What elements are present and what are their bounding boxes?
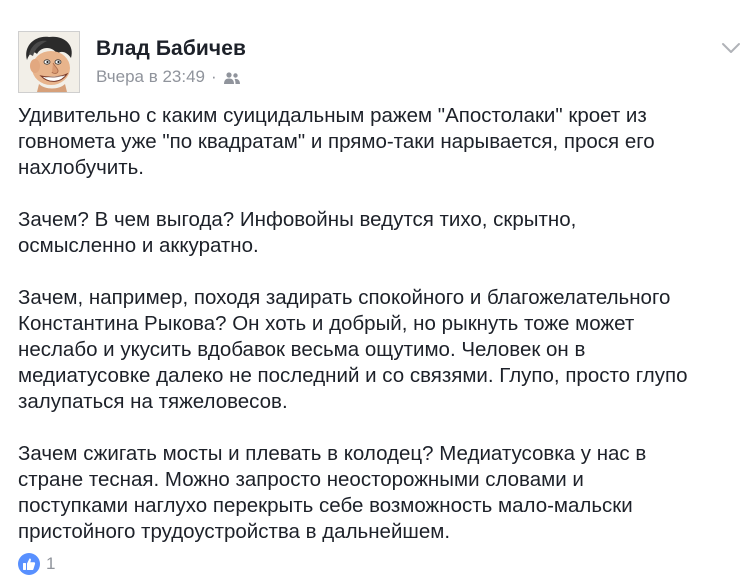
like-count: 1 <box>46 554 56 573</box>
like-icon <box>18 553 40 575</box>
reactions-summary[interactable] <box>18 551 55 577</box>
author-name[interactable]: Влад Бабичев <box>96 37 246 60</box>
post-paragraph: Зачем сжигать мосты и плевать в колодец? Медиатусовка у нас в стране тесная. Можно запросто неосторожными словами и поступками наглухо перекрыть себе возможность мало-мальски пристойного трудоустройства в дальнейшем. <box>18 442 647 543</box>
friends-icon[interactable] <box>223 70 241 84</box>
post-timestamp[interactable]: Вчера в 23:49 <box>96 67 206 86</box>
post-paragraph: Зачем, например, походя задирать спокойного и благожелательного Константина Рыкова? Он хоть и добрый, но рыкнуть тоже может неслабо и укусить вдобавок весьма ощутимо. Человек он в медиатусовке далеко не последний и со связями. Глупо, просто глупо залупаться на тяжеловесов. <box>18 286 688 413</box>
chevron-down-icon[interactable] <box>720 40 742 56</box>
author-avatar[interactable] <box>18 31 80 93</box>
post-text <box>18 103 738 545</box>
post-meta <box>96 67 241 87</box>
caricature-avatar-image <box>19 32 79 92</box>
post-paragraph: Удивительно с каким суицидальным ражем "Апостолаки" кроет из говномета уже "по квадратам" и прямо-таки нарывается, прося его нахлобучить. <box>18 104 655 179</box>
meta-separator: · <box>211 67 217 86</box>
post-paragraph: Зачем? В чем выгода? Инфовойны ведутся тихо, скрытно, осмысленно и аккуратно. <box>18 208 577 257</box>
